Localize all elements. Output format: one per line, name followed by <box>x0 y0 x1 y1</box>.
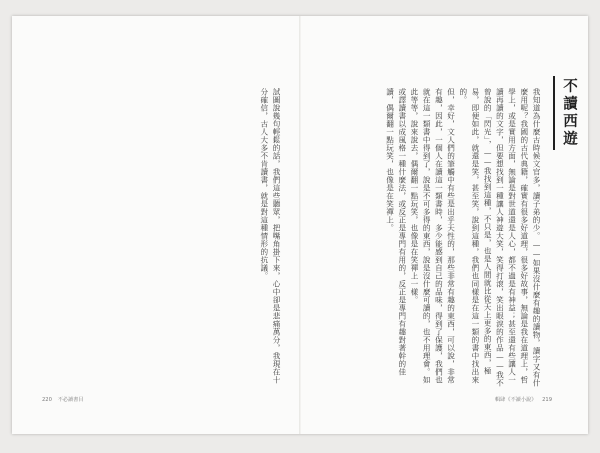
left-running-title: 不必讀書目 <box>57 397 84 403</box>
left-page <box>12 16 300 434</box>
right-page <box>300 16 588 434</box>
chapter-title: 不讀西遊 <box>553 76 582 150</box>
right-running-section: 輯肆《不讀小說》 <box>494 397 537 403</box>
book-spread <box>12 16 588 434</box>
right-page-number: 219 <box>542 397 552 403</box>
right-paragraph-2: 但，幸好，文人們的筆觸中有些是出乎天性的，那些非常有趣的東西，可以說，非常有趣，因此，一個人在讀這一類書時，多少能感到自己的品味，得到了保護，我們也就在這一類書中得到了，說是不可多得的東西，說是沒什麼可讀的，也不用理會。如此等等，說來說去，偶爾翻一點玩笑，也像是在笑禪上一樣。 <box>409 88 456 384</box>
right-page-footer <box>495 396 552 403</box>
left-page-footer <box>42 396 84 403</box>
right-paragraph-3: 或譯讀書以成風格一種什麼法，或反正是專門有用的，反正是專門有趣對著幹的佳讀，偶爾翻一點玩笑，也像是在笑禪上。 <box>385 88 407 376</box>
right-page-body <box>310 88 542 388</box>
left-page-body <box>42 88 282 388</box>
left-paragraph-1: 試圖說幾句輕鬆的話，我們這些聽眾，把嘴角掛下來，心中卻是悲痛萬分，我現在十分確信，古人大多不肯讀書，就是對這種情形的抗議。 <box>259 88 281 384</box>
left-page-number: 220 <box>42 397 52 403</box>
right-paragraph-1: 我知道為什麼古時候文官多，讀子弟的少。——如果沒什麼有趣的讀物，讀字又有什麼用呢？我國的古代典籍，確實有很多好道理，很多好故事，無論是我在道理上，哲學上，或是實用方面，無論是對世道還是人心，都不過是有神益；甚至還有些讓人一讀再讀的文字，但要想找到一種讓人神遊大笑，笑得打滾，笑出眼淚的作品——我不曾說的「閃光」，——我找到這種，不只是，也是人間就比從天上更多的東西，極易，即便如此，就還是笑，甚至笑，說到這種，我們也同樣是在這一類的書中找出來的。 <box>458 88 541 387</box>
